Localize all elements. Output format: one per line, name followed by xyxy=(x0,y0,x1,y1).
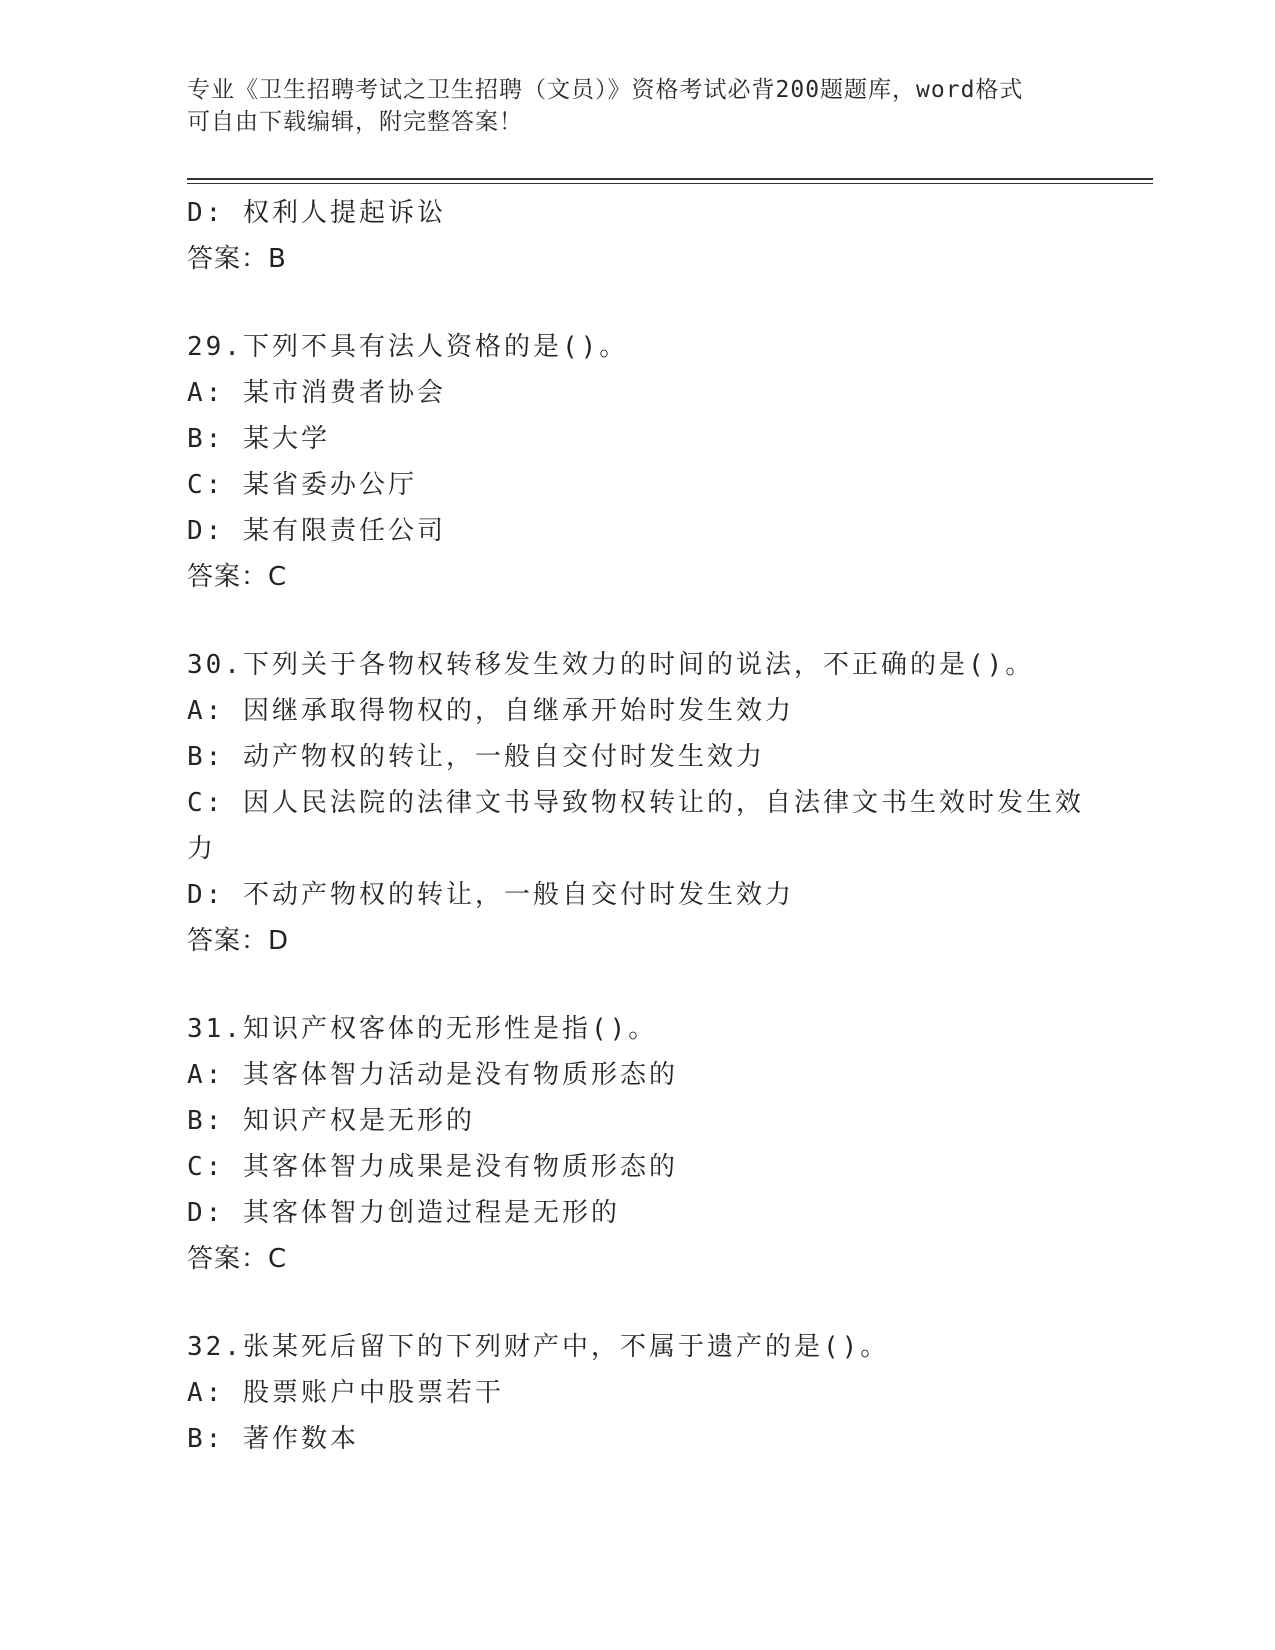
option-b: B: 著作数本 xyxy=(187,1424,359,1454)
question-stem: 31.知识产权客体的无形性是指()。 xyxy=(187,1014,658,1044)
option-d: D: 某有限责任公司 xyxy=(187,516,446,546)
option-d: D: 其客体智力创造过程是无形的 xyxy=(187,1198,620,1228)
option-c: C: 其客体智力成果是没有物质形态的 xyxy=(187,1152,678,1182)
header-divider-thick xyxy=(187,178,1153,180)
question-30 xyxy=(187,642,1087,964)
answer-line: 答案：C xyxy=(187,562,288,592)
option-b: B: 某大学 xyxy=(187,424,330,454)
header-line-2: 可自由下载编辑，附完整答案！ xyxy=(187,109,523,135)
option-b: B: 动产物权的转让，一般自交付时发生效力 xyxy=(187,742,765,772)
document-header xyxy=(187,74,1087,138)
question-29 xyxy=(187,324,1087,600)
option-a: A: 某市消费者协会 xyxy=(187,378,446,408)
answer-line: 答案：B xyxy=(187,244,287,274)
question-31 xyxy=(187,1006,1087,1282)
option-d: D: 不动产物权的转让，一般自交付时发生效力 xyxy=(187,880,794,910)
question-32 xyxy=(187,1324,1087,1462)
option-c: C: 因人民法院的法律文书导致物权转让的，自法律文书生效时发生效力 xyxy=(187,788,1084,864)
option-a: A: 其客体智力活动是没有物质形态的 xyxy=(187,1060,678,1090)
option-a: A: 股票账户中股票若干 xyxy=(187,1378,504,1408)
carryover-block xyxy=(187,190,1087,282)
option-a: A: 因继承取得物权的，自继承开始时发生效力 xyxy=(187,696,794,726)
header-divider-thin xyxy=(187,183,1153,184)
question-stem: 29.下列不具有法人资格的是()。 xyxy=(187,332,629,362)
option-d: D: 权利人提起诉讼 xyxy=(187,198,446,228)
answer-line: 答案：C xyxy=(187,1244,288,1274)
option-b: B: 知识产权是无形的 xyxy=(187,1106,475,1136)
question-stem: 32.张某死后留下的下列财产中，不属于遗产的是()。 xyxy=(187,1332,890,1362)
header-line-1: 专业《卫生招聘考试之卫生招聘（文员）》资格考试必背200题题库，word格式 xyxy=(187,77,1024,103)
document-body xyxy=(187,190,1087,1462)
option-c: C: 某省委办公厅 xyxy=(187,470,417,500)
question-stem: 30.下列关于各物权转移发生效力的时间的说法，不正确的是()。 xyxy=(187,650,1035,680)
answer-line: 答案：D xyxy=(187,926,290,956)
